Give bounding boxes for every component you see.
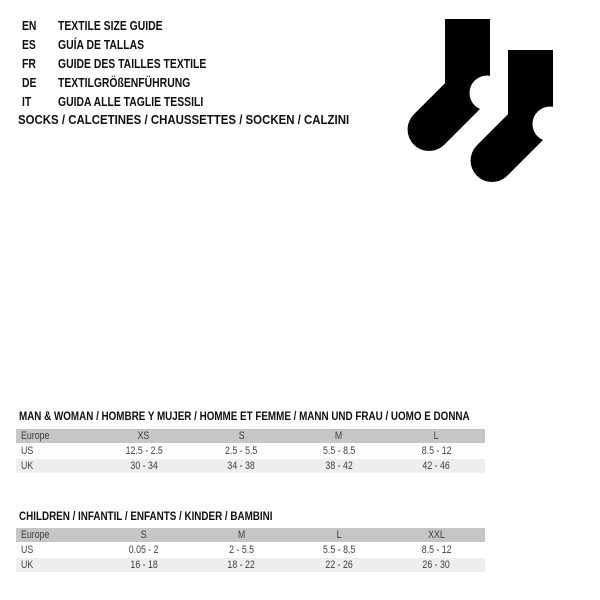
language-label: GUIDE DES TAILLES TEXTILE — [58, 56, 207, 71]
table-header-row — [16, 429, 485, 443]
language-label: GUIDA ALLE TAGLIE TESSILI — [58, 94, 204, 109]
category-heading: SOCKS / CALCETINES / CHAUSSETTES / SOCKEN / CALZINI — [18, 112, 350, 127]
adult-table-title: MAN & WOMAN / HOMBRE Y MUJER / HOMME ET FEMME / MANN UND FRAU / UOMO E DONNA — [19, 409, 470, 423]
region-cell: UK — [21, 460, 34, 472]
size-cell: 12.5 - 2.5 — [125, 444, 163, 457]
children-size-table — [16, 528, 485, 572]
column-header: Europe — [21, 430, 50, 442]
table-row — [16, 558, 485, 572]
size-cell: 0.05 - 2 — [128, 543, 159, 556]
size-cell: 22 - 26 — [325, 559, 353, 571]
column-header: M — [237, 529, 245, 541]
language-code: IT — [22, 94, 32, 109]
size-cell: 38 - 42 — [325, 460, 353, 472]
size-cell: 2.5 - 5.5 — [225, 444, 258, 457]
language-code: DE — [22, 75, 37, 90]
language-label: TEXTILGRÖßENFÜHRUNG — [58, 75, 191, 90]
column-header: S — [238, 430, 245, 442]
table-row — [16, 542, 485, 557]
language-row — [22, 73, 243, 92]
column-header: Europe — [21, 529, 50, 541]
size-cell: 42 - 46 — [422, 460, 450, 472]
language-label: TEXTILE SIZE GUIDE — [58, 18, 163, 33]
size-cell: 5.5 - 8.5 — [322, 543, 355, 556]
language-label: GUÍA DE TALLAS — [58, 37, 145, 52]
size-cell: 8.5 - 12 — [421, 543, 452, 556]
children-table-title: CHILDREN / INFANTIL / ENFANTS / KINDER / BAMBINI — [19, 509, 273, 523]
language-row — [22, 54, 243, 73]
table-header-row — [16, 528, 485, 542]
column-header: XXL — [427, 529, 445, 541]
column-header: L — [336, 529, 342, 541]
column-header: S — [140, 529, 147, 541]
language-row — [22, 92, 243, 111]
language-code: EN — [22, 18, 37, 33]
size-cell: 34 - 38 — [227, 460, 255, 472]
table-row — [16, 459, 485, 473]
language-code: ES — [22, 37, 36, 52]
column-header: L — [433, 430, 439, 442]
language-row — [22, 16, 243, 35]
region-cell: US — [21, 444, 34, 457]
language-code: FR — [22, 56, 36, 71]
table-row — [16, 443, 485, 458]
size-cell: 2 - 5.5 — [228, 543, 254, 556]
region-cell: UK — [21, 559, 34, 571]
column-header: XS — [137, 430, 150, 442]
language-list — [22, 16, 243, 111]
adult-size-table — [16, 429, 485, 473]
column-header: M — [335, 430, 343, 442]
sock-left — [408, 19, 505, 151]
size-cell: 26 - 30 — [422, 559, 450, 571]
size-cell: 30 - 34 — [130, 460, 158, 472]
socks-icon — [405, 19, 565, 185]
language-row — [22, 35, 243, 54]
region-cell: US — [21, 543, 34, 556]
size-cell: 16 - 18 — [130, 559, 158, 571]
size-cell: 18 - 22 — [227, 559, 255, 571]
size-cell: 5.5 - 8.5 — [322, 444, 355, 457]
size-cell: 8.5 - 12 — [421, 444, 452, 457]
